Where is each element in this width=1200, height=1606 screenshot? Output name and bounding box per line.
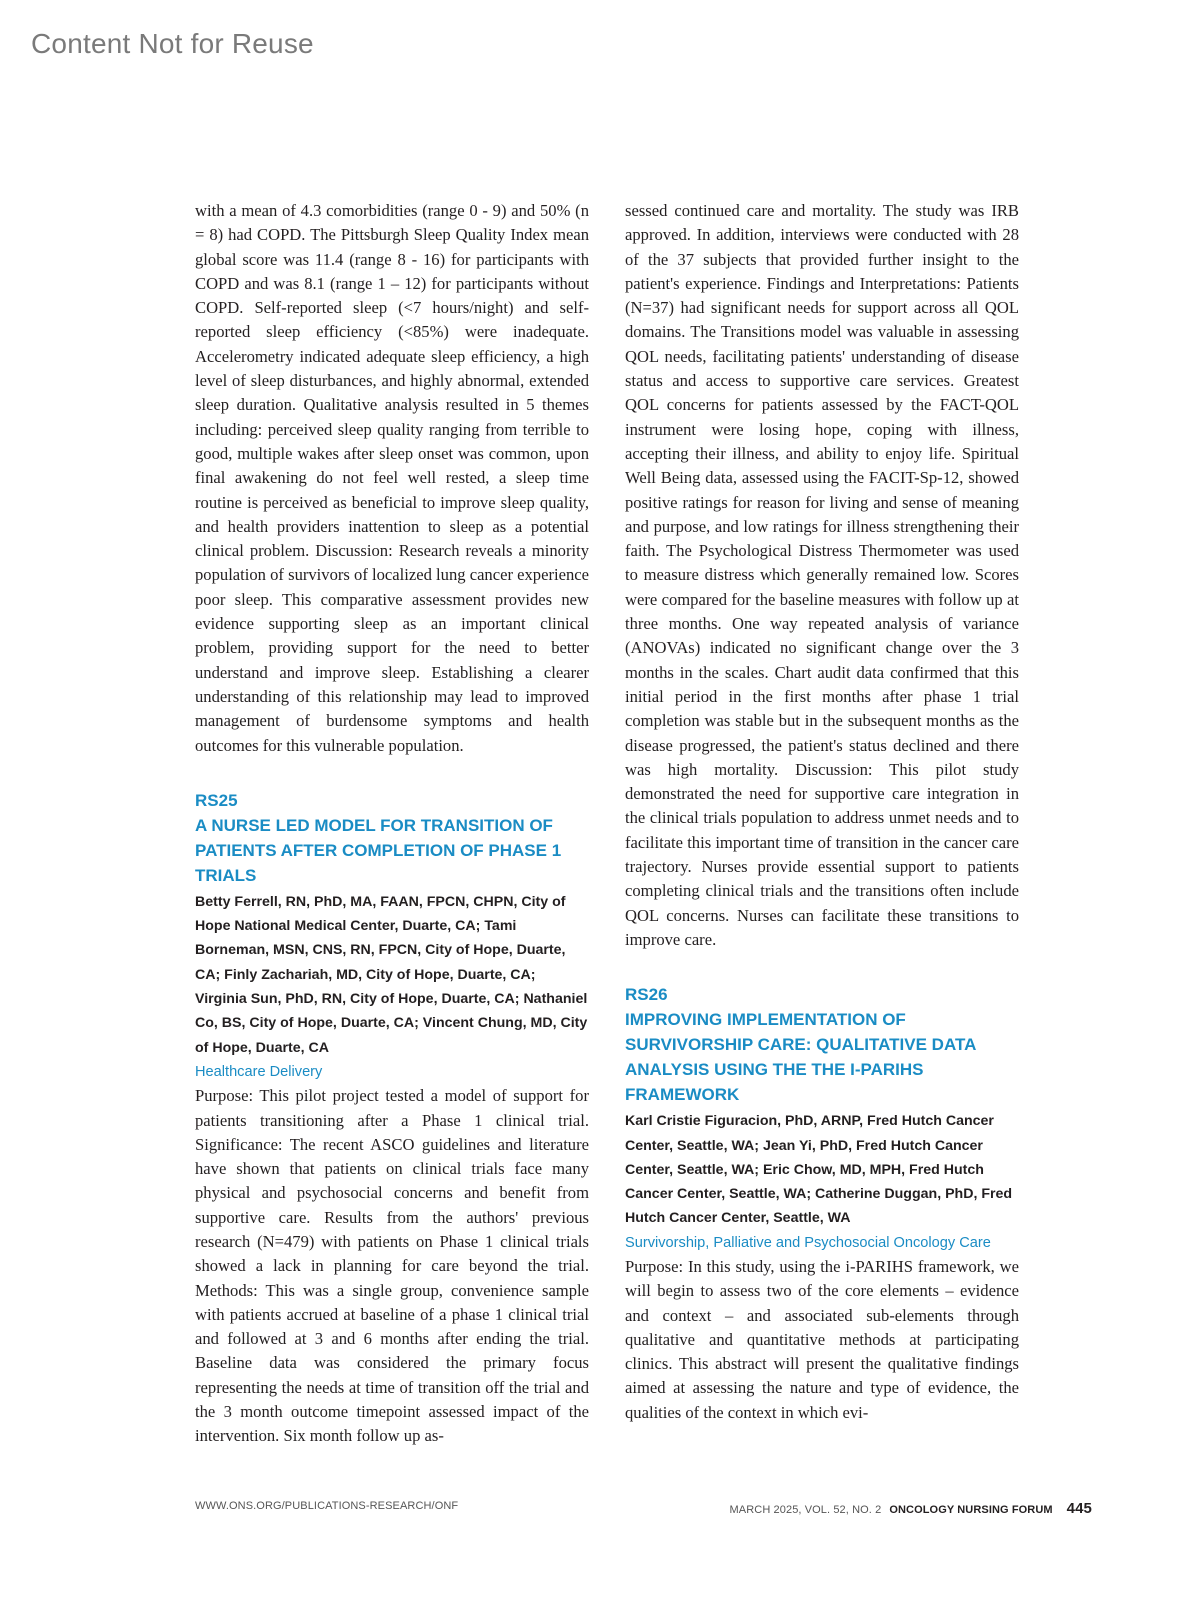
- abstract-body: Purpose: This pilot project tested a model of support for patients transitioning after a Phase 1 clinical trial. Significance: The recent ASCO guidelines and literature have shown that patients on clinical trials face many physical and psychosocial concerns and benefit from supportive care. Results from the authors' previous research (N=479) with patients on Phase 1 clinical trials showed a lack in planning for care beyond the trial. Methods: This was a single group, convenience sample with patients accrued at baseline of a phase 1 clinical trial and followed at 3 and 6 months after ending the trial. Baseline data was considered the primary focus representing the needs at time of transition off the trial and the 3 month outcome timepoint assessed impact of the intervention. Six month follow up as-: [195, 1086, 589, 1446]
- right-column: [625, 199, 1019, 1425]
- abstract-body: Purpose: In this study, using the i-PARIHS framework, we will begin to assess two of the core elements – evidence and context – and associated sub-elements through qualitative and quantitative methods at participating clinics. This abstract will present the qualitative findings aimed at assessing the nature and type of evidence, the qualities of the context in which evi-: [625, 1256, 1019, 1422]
- footer-url: WWW.ONS.ORG/PUBLICATIONS-RESEARCH/ONF: [195, 1500, 459, 1512]
- abstract-rs25: [195, 788, 589, 1449]
- abstract-authors: Betty Ferrell, RN, PhD, MA, FAAN, FPCN, CHPN, City of Hope National Medical Center, Duarte, CA; Tami Borneman, MSN, CNS, RN, FPCN, City of Hope, Duarte, CA; Finly Zachariah, MD, City of Hope, Duarte, CA; Virginia Sun, PhD, RN, City of Hope, Duarte, CA; Nathaniel Co, BS, City of Hope, Duarte, CA; Vincent Chung, MD, City of Hope, Duarte, CA: [195, 893, 588, 1056]
- footer-issue-info: [730, 1500, 1092, 1517]
- footer-issue: MARCH 2025, VOL. 52, NO. 2: [729, 1504, 882, 1516]
- rs25-continuation: sessed continued care and mortality. The study was IRB approved. In addition, interviews were conducted with 28 of the 37 subjects that provided further insight to the patient's experience. Findings and Interpretations: Patients (N=37) had significant needs for support across all QOL domains. The Transitions model was valuable in assessing QOL needs, facilitating patients' understanding of disease status and access to supportive care services. Greatest QOL concerns for patients assessed by the FACT-QOL instrument were losing hope, coping with illness, accepting their illness, and ability to enjoy life. Spiritual Well Being data, assessed using the FACIT-Sp-12, showed positive ratings for reason for living and sense of meaning and purpose, and low ratings for illness strengthening their faith. The Psychological Distress Thermometer was used to measure distress which generally remained low. Scores were compared for the baseline measures with follow up at three months. One way repeated analysis of variance (ANOVAs) indicated no significant change over the 3 months in the scales. Chart audit data confirmed that this initial period in the first months after phase 1 trial completion was stable but in the subsequent months as the disease progressed, the patient's status declined and there was high mortality. Discussion: This pilot study demonstrated the need for supportive care integration in the clinical trials population to address unmet needs and to facilitate this important time of transition in the cancer care trajectory. Nurses provide essential support to patients completing clinical trials and the transitions often include QOL concerns. Nurses can facilitate these transitions to improve care.: [625, 201, 1019, 949]
- abstract-title: IMPROVING IMPLEMENTATION OF SURVIVORSHIP CARE: QUALITATIVE DATA ANALYSIS USING THE THE I-PARIHS FRAMEWORK: [625, 1010, 976, 1105]
- abstract-category: Survivorship, Palliative and Psychosocial Oncology Care: [625, 1234, 991, 1251]
- abstract-id: RS25: [195, 790, 238, 810]
- footer-journal-name: ONCOLOGY NURSING FORUM: [889, 1504, 1053, 1516]
- abstract-rs26: [625, 982, 1019, 1425]
- left-column: [195, 199, 589, 1449]
- page-number: 445: [1066, 1500, 1092, 1517]
- previous-abstract-continuation: with a mean of 4.3 comorbidities (range 0 - 9) and 50% (n = 8) had COPD. The Pittsburgh Sleep Quality Index mean global score was 11.4 (range 8 - 16) for participants with COPD and was 8.1 (range 1 – 12) for participants without COPD. Self-reported sleep (<7 hours/night) and self-reported sleep efficiency (<85%) were inadequate. Accelerometry indicated adequate sleep efficiency, a high level of sleep disturbances, and highly abnormal, extended sleep duration. Qualitative analysis resulted in 5 themes including: perceived sleep quality ranging from terrible to good, multiple wakes after sleep onset was common, upon final awakening do not feel well rested, a sleep time routine is perceived as beneficial to improve sleep quality, and health providers inattention to sleep as a potential clinical problem. Discussion: Research reveals a minority population of survivors of localized lung cancer experience poor sleep. This comparative assessment provides new evidence supporting sleep as an important clinical problem, providing support for the need to better understand and improve sleep. Establishing a clearer understanding of this relationship may lead to improved management of burdensome symptoms and health outcomes for this vulnerable population.: [195, 201, 589, 755]
- abstract-authors: Karl Cristie Figuracion, PhD, ARNP, Fred Hutch Cancer Center, Seattle, WA; Jean Yi, PhD, Fred Hutch Cancer Center, Seattle, WA; Eric Chow, MD, MPH, Fred Hutch Cancer Center, Seattle, WA; Catherine Duggan, PhD, Fred Hutch Cancer Center, Seattle, WA: [625, 1113, 1013, 1227]
- watermark: Content Not for Reuse: [31, 28, 314, 59]
- abstract-category: Healthcare Delivery: [195, 1063, 323, 1080]
- abstract-title: A NURSE LED MODEL FOR TRANSITION OF PATIENTS AFTER COMPLETION OF PHASE 1 TRIALS: [195, 815, 562, 885]
- abstract-id: RS26: [625, 985, 668, 1005]
